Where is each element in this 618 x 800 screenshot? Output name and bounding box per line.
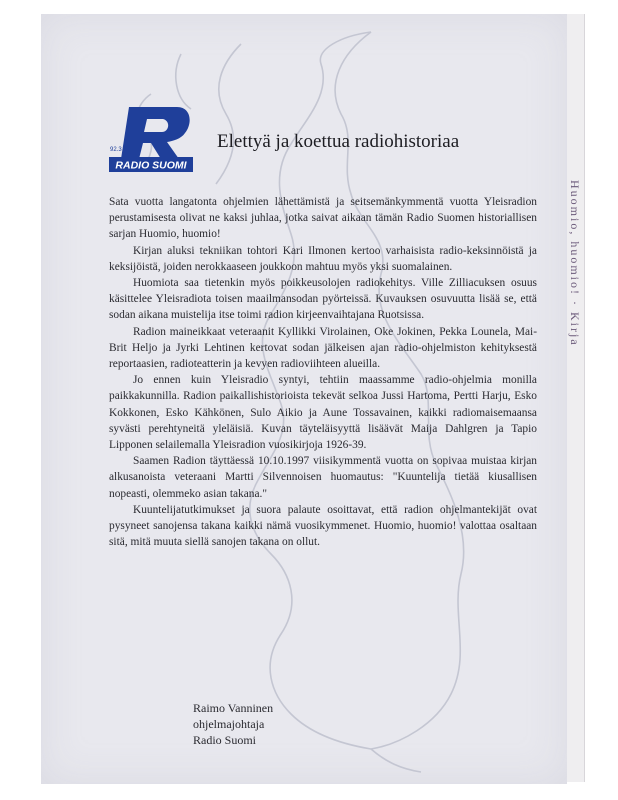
intro-text [109, 194, 537, 550]
signature-name: Raimo Vanninen [193, 701, 274, 715]
paragraph: Jo ennen kuin Yleisradio syntyi, tehtiin maassamme radio-ohjelmia monilla paikkakunnilla. Radion paikallishistorioista tekevät selkoa Jussi Hartoma, Pertti Harju, Esko Kokkonen, Esko Kähkönen, Sulo Aikio ja Aune Tossavainen, kaikki radiomaisemaansa syvästi perehtyneitä yleläisiä. Kuvan täyteläisyyttä lisäävät Maija Dahlgren ja Tapio Lipponen selailemalla Yleisradion vuosikirjoja 1926-39. [109, 374, 537, 452]
spine-title: Huomio, huomio! · Kirja [568, 180, 582, 347]
logo-frequency: 92.3 [110, 147, 122, 153]
logo-wordmark: RADIO SUOMI [115, 159, 187, 172]
radio-suomi-logo [107, 101, 193, 183]
signature-org: Radio Suomi [193, 733, 257, 747]
paragraph: Radion maineikkaat veteraanit Kyllikki Virolainen, Oke Jokinen, Pekka Lounela, Mai-Brit Heljo ja Jyrki Lehtinen kertovat sodan jälkeisen ajan radio-ohjelmiston kehityksestä reportaasien, radioteatterin ja kevyen radioviihteen alueilla. [109, 325, 537, 371]
paragraph: Kirjan aluksi tekniikan tohtori Kari Ilmonen kertoo varhaisista radio-keksinnöistä ja keksijöistä, joiden nerokkaaseen joukkoon mahtuu myös yksi suomalainen. [109, 244, 537, 273]
paragraph: Huomiota saa tietenkin myös poikkeusolojen radiokehitys. Ville Zilliacuksen osuus käsittelee Yleisradiota toisen maailmansodan pyörteissä. Kuvauksen osuvuutta lisää se, että sodan aikana muistelija itse toimi radion kirjeenvaihtajana Ruotsissa. [109, 277, 537, 322]
signature-block [193, 700, 273, 748]
paragraph: Saamen Radion täyttäessä 10.10.1997 viisikymmentä vuotta on sopivaa muistaa kirjan alkusanoista veteraani Martti Silvennoisen huomautus: "Kuuntelija tietää kiusallisen nopeasti, olemmeko asian takana." [109, 455, 537, 500]
paragraph: Kuuntelijatutkimukset ja suora palaute osoittavat, että radion ohjelmantekijät ovat pysyneet sanojensa takana kaikki nämä vuosikymmenet. Huomio, huomio! valottaa osaltaan sitä, mitä muuta siellä sanojen takana on ollut. [109, 503, 537, 549]
paragraph: Sata vuotta langatonta ohjelmien lähettämistä ja seitsemänkymmentä vuotta Yleisradion perustamisesta olivat ne kaksi juhlaa, jotka saivat aikaan tämän Radio Suomen historiallisen sarjan Huomio, huomio! [109, 196, 537, 241]
page-title: Elettyä ja koettua radiohistoriaa [217, 131, 460, 152]
back-cover [41, 14, 567, 784]
signature-role: ohjelmajohtaja [193, 717, 265, 731]
